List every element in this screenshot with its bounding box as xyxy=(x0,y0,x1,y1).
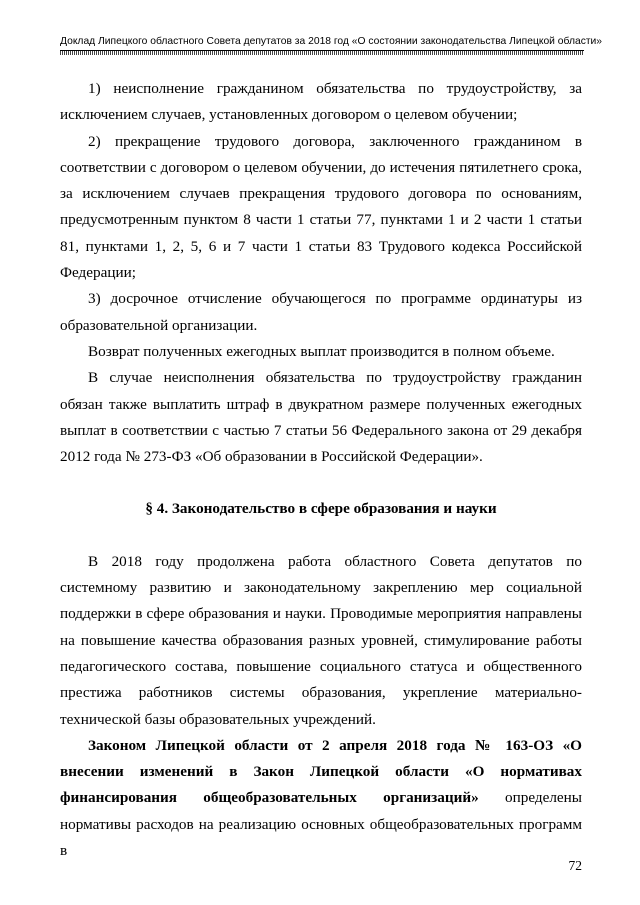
law-title: Законом Липецкой области от 2 апреля 2018 года № 163-ОЗ «О внесении изменений в Закон Липецкой области «О нормативах финансирования общеобразовательных организаций» xyxy=(60,736,582,807)
page-number: 72 xyxy=(568,858,582,873)
running-header: Доклад Липецкого областного Совета депутатов за 2018 год «О состоянии законодательства Липецкой области» xyxy=(60,36,603,47)
section-heading: § 4. Законодательство в сфере образования и науки xyxy=(145,500,497,518)
document-body xyxy=(60,76,582,864)
paragraph-intro: В 2018 году продолжена работа областного Совета депутатов по системному развитию и законодательному закреплению мер социальной поддержки в сфере образования и науки. Проводимые мероприятия направлены на повышение качества образования разных уровней, стимулирование работы педагогического состава, повышение социального статуса и общественного престижа работников системы образования, укрепление материально-технической базы образовательных учреждений. xyxy=(60,552,582,728)
paragraph-item-1: 1) неисполнение гражданином обязательства по трудоустройству, за исключением случаев, установленных договором о целевом обучении; xyxy=(60,80,582,124)
paragraph-penalty: В случае неисполнения обязательства по трудоустройству гражданин обязан также выплатить штраф в двукратном размере полученных ежегодных выплат в соответствии с частью 7 статьи 56 Федерального закона от 29 декабря 2012 года № 273-ФЗ «Об образовании в Российской Федерации». xyxy=(60,369,582,466)
paragraph-refund: Возврат полученных ежегодных выплат производится в полном объеме. xyxy=(88,342,555,360)
header-rule xyxy=(60,50,584,55)
law-text: определены нормативы расходов на реализацию основных общеобразовательных программ в xyxy=(60,789,582,860)
paragraph-item-3: 3) досрочное отчисление обучающегося по программе ординатуры из образовательной организации. xyxy=(60,290,582,334)
paragraph-item-2: 2) прекращение трудового договора, заключенного гражданином в соответствии с договором о целевом обучении, до истечения пятилетнего срока, за исключением случаев прекращения трудового договора по основаниям, предусмотренным пунктом 8 части 1 статьи 77, пунктами 1 и 2 части 1 статьи 81, пунктами 1, 2, 5, 6 и 7 части 1 статьи 83 Трудового кодекса Российской Федерации; xyxy=(60,132,582,282)
paragraph-law xyxy=(60,733,582,864)
